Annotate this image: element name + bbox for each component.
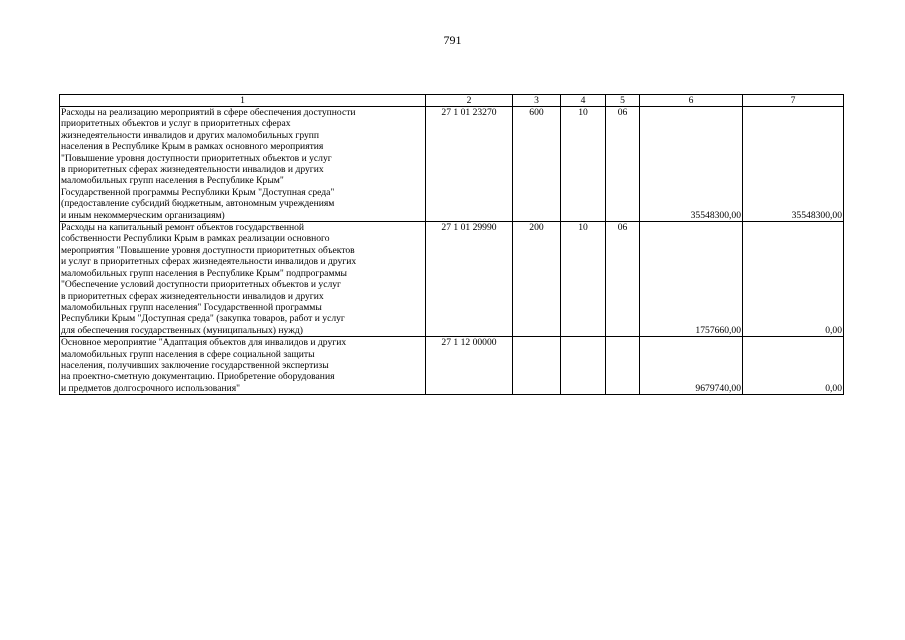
amount-col-6: 1757660,00 xyxy=(640,222,743,337)
table-row xyxy=(60,337,844,395)
expense-type-code xyxy=(513,337,561,395)
amount-col-7: 0,00 xyxy=(743,222,844,337)
description-line: приоритетных объектов и услуг в приоритетных сферах xyxy=(61,118,291,130)
table-row xyxy=(60,107,844,222)
budget-table xyxy=(59,94,844,395)
description-line: "Обеспечение условий доступности приоритетных объектов и услуг xyxy=(61,279,341,291)
column-number-row xyxy=(60,95,844,107)
row-description xyxy=(60,107,426,222)
target-article-code: 27 1 01 23270 xyxy=(426,107,513,222)
description-line: населения, получивших заключение государственной экспертизы xyxy=(61,359,329,371)
description-line: Расходы на реализацию мероприятий в сфере обеспечения доступности xyxy=(61,107,356,118)
description-line: (предоставление субсидий бюджетным, автономным учреждениям xyxy=(61,198,335,210)
description-line: в приоритетных сферах жизнедеятельности инвалидов и других xyxy=(61,164,324,176)
description-line: Государственной программы Республики Крым "Доступная среда" xyxy=(61,186,335,198)
amount-col-7: 35548300,00 xyxy=(743,107,844,222)
description-line: на проектно-сметную документацию. Приобретение оборудования xyxy=(61,371,335,383)
table-row xyxy=(60,222,844,337)
description-line: для обеспечения государственных (муниципальных) нужд) xyxy=(61,324,303,336)
page-number: 791 xyxy=(443,33,462,47)
column-header-3: 3 xyxy=(513,95,561,107)
description-line: и иным некоммерческим организациям) xyxy=(61,209,225,221)
amount-col-6: 35548300,00 xyxy=(640,107,743,222)
section-code: 10 xyxy=(561,107,606,222)
amount-col-7: 0,00 xyxy=(743,337,844,395)
description-line: жизнедеятельности инвалидов и других маломобильных групп xyxy=(61,129,320,141)
subsection-code: 06 xyxy=(606,222,640,337)
description-line: "Повышение уровня доступности приоритетных объектов и услуг xyxy=(61,152,332,164)
description-line: маломобильных групп населения в Республике Крым" подпрограммы xyxy=(61,267,347,279)
description-line: населения в Республике Крым в рамках основного мероприятия xyxy=(61,141,324,153)
subsection-code: 06 xyxy=(606,107,640,222)
description-line: маломобильных групп населения в сфере социальной защиты xyxy=(61,348,315,360)
description-line: мероприятия "Повышение уровня доступности приоритетных объектов xyxy=(61,244,355,256)
column-header-5: 5 xyxy=(606,95,640,107)
description-line: собственности Республики Крым в рамках реализации основного xyxy=(61,233,330,245)
description-line: в приоритетных сферах жизнедеятельности инвалидов и других xyxy=(61,290,324,302)
column-header-2: 2 xyxy=(426,95,513,107)
section-code xyxy=(561,337,606,395)
description-line: Расходы на капитальный ремонт объектов государственной xyxy=(61,222,305,234)
amount-col-6: 9679740,00 xyxy=(640,337,743,395)
target-article-code: 27 1 12 00000 xyxy=(426,337,513,395)
column-header-1: 1 xyxy=(60,95,426,107)
column-header-7: 7 xyxy=(743,95,844,107)
subsection-code xyxy=(606,337,640,395)
description-line: Основное мероприятие "Адаптация объектов для инвалидов и других xyxy=(61,337,347,349)
expense-type-code: 600 xyxy=(513,107,561,222)
row-description xyxy=(60,222,426,337)
column-header-6: 6 xyxy=(640,95,743,107)
description-line: Республики Крым "Доступная среда" (закупка товаров, работ и услуг xyxy=(61,313,345,325)
description-line: маломобильных групп населения" Государственной программы xyxy=(61,301,322,313)
description-line: и предметов долгосрочного использования" xyxy=(61,382,241,394)
column-header-4: 4 xyxy=(561,95,606,107)
section-code: 10 xyxy=(561,222,606,337)
row-description xyxy=(60,337,426,395)
target-article-code: 27 1 01 29990 xyxy=(426,222,513,337)
description-line: и услуг в приоритетных сферах жизнедеятельности инвалидов и других xyxy=(61,256,357,268)
expense-type-code: 200 xyxy=(513,222,561,337)
description-line: маломобильных групп населения в Республике Крым" xyxy=(61,175,284,187)
